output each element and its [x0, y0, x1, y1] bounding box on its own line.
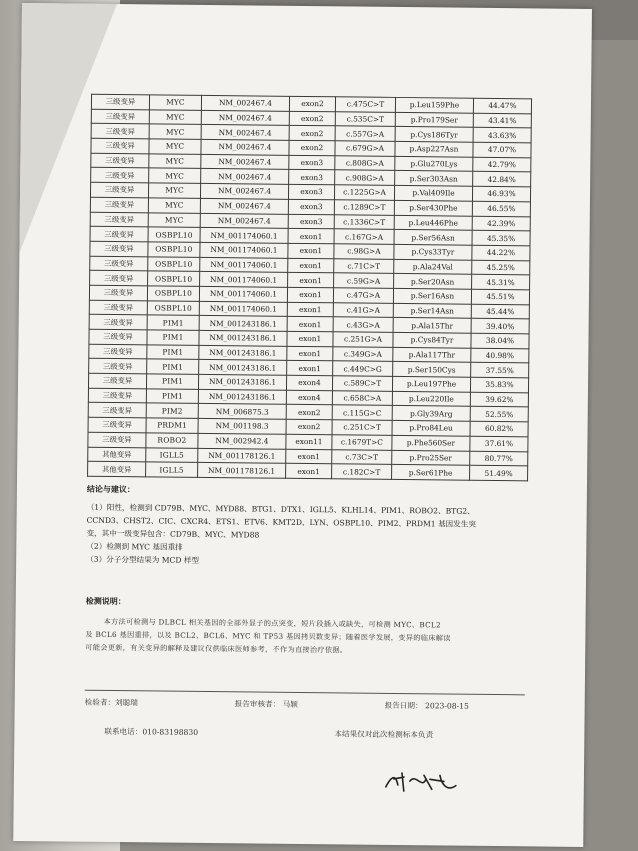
cell-protein: p.Ser14Asn: [393, 303, 471, 319]
cell-exon: exon11: [286, 434, 332, 449]
cell-exon: exon1: [287, 287, 333, 302]
cell-gene: PIM1: [147, 359, 199, 374]
cell-gene: ROBO2: [146, 433, 198, 448]
cell-protein: p.Cys186Tyr: [395, 127, 473, 143]
cell-protein: p.Ser430Phe: [394, 200, 472, 216]
cell-cdna: c.251C>T: [332, 420, 392, 435]
cell-freq: 51.49%: [470, 465, 528, 480]
cell-cdna: c.73C>T: [332, 449, 392, 464]
cell-transcript: NM_002467.4: [200, 198, 288, 214]
variant-table: [87, 94, 532, 481]
cell-protein: p.Glu270Lys: [395, 156, 473, 172]
cell-freq: 44.22%: [472, 245, 530, 260]
cell-protein: p.Gly39Arg: [392, 406, 470, 422]
cell-protein: p.Leu220Ile: [392, 391, 470, 407]
cell-gene: PIM2: [146, 403, 198, 418]
cell-cdna: c.808G>A: [335, 156, 395, 171]
cell-transcript: NM_001243186.1: [199, 316, 287, 332]
cell-protein: p.Pro84Leu: [392, 421, 470, 437]
cell-protein: p.Cys84Tyr: [393, 332, 471, 348]
cell-gene: OSBPL10: [148, 242, 200, 257]
cell-freq: 37.61%: [470, 436, 528, 451]
conclusion-title: 结论与建议：: [86, 483, 135, 495]
conclusion-item-3: （3）分子分型结果为 MCD 样型: [86, 554, 200, 565]
cell-freq: 44.47%: [473, 98, 531, 113]
cell-protein: p.Ala117Thr: [393, 347, 471, 363]
cell-gene: PIM1: [147, 315, 199, 330]
cell-freq: 42.79%: [473, 157, 531, 172]
cell-freq: 46.55%: [472, 201, 530, 216]
cell-gene: MYC: [149, 168, 201, 183]
cell-transcript: NM_001174060.1: [199, 286, 287, 302]
cell-gene: PIM1: [147, 330, 199, 345]
cell-freq: 40.98%: [471, 348, 529, 363]
cell-level: 三级变异: [90, 256, 148, 271]
cell-exon: exon1: [288, 243, 334, 258]
cell-gene: MYC: [149, 139, 201, 154]
cell-cdna: c.535C>T: [335, 111, 395, 126]
cell-protein: p.Ser150Cys: [393, 362, 471, 378]
cell-cdna: c.59G>A: [334, 273, 394, 288]
tester-label: 检验者：刘聪瑞: [84, 697, 138, 708]
cell-exon: exon2: [289, 96, 335, 111]
cell-exon: exon3: [288, 199, 334, 214]
cell-exon: exon3: [289, 170, 335, 185]
cell-level: 三级变异: [88, 388, 146, 403]
conclusion-item-1-line-2: CCND3、CHST2、CIC、CXCR4、ETS1、ETV6、KMT2D、LYN、OSBPL10、PIM2、PRDM1 基因发生突: [86, 515, 477, 529]
cell-transcript: NM_001243186.1: [198, 389, 286, 405]
cell-cdna: c.679G>A: [335, 141, 395, 156]
cell-transcript: NM_002942.4: [198, 433, 286, 449]
cell-freq: 39.40%: [471, 319, 529, 334]
cell-transcript: NM_006875.3: [198, 404, 286, 420]
cell-freq: 43.63%: [473, 128, 531, 143]
cell-transcript: NM_001174060.1: [200, 242, 288, 258]
cell-protein: p.Ser16Asn: [393, 288, 471, 304]
cell-transcript: NM_001178126.1: [198, 463, 286, 479]
cell-transcript: NM_001174060.1: [200, 228, 288, 244]
cell-cdna: c.251G>A: [333, 332, 393, 347]
cell-level: 三级变异: [90, 270, 148, 285]
cell-freq: 35.83%: [470, 377, 528, 392]
cell-gene: MYC: [149, 95, 201, 110]
cell-freq: 45.44%: [471, 304, 529, 319]
handwritten-signature: [382, 767, 462, 802]
cell-protein: p.Ala24Val: [394, 259, 472, 275]
cell-transcript: NM_001174060.1: [199, 301, 287, 317]
cell-freq: 47.07%: [473, 142, 531, 157]
cell-level: 三级变异: [89, 359, 147, 374]
cell-exon: exon1: [287, 346, 333, 361]
cell-gene: MYC: [148, 183, 200, 198]
cell-transcript: NM_002467.4: [201, 154, 289, 170]
cell-cdna: c.167G>A: [334, 229, 394, 244]
cell-gene: OSBPL10: [148, 256, 200, 271]
cell-gene: PIM1: [146, 374, 198, 389]
cell-freq: 45.35%: [472, 230, 530, 245]
cell-exon: exon2: [286, 419, 332, 434]
cell-level: 三级变异: [89, 329, 147, 344]
cell-cdna: c.1679T>C: [332, 435, 392, 450]
cell-protein: p.Ser20Asn: [394, 274, 472, 290]
cell-cdna: c.1225G>A: [334, 185, 394, 200]
cell-exon: exon2: [289, 140, 335, 155]
cell-exon: exon4: [286, 390, 332, 405]
cell-cdna: c.98G>A: [334, 244, 394, 259]
cell-transcript: NM_001243186.1: [199, 345, 287, 361]
cell-transcript: NM_001174060.1: [200, 272, 288, 288]
cell-protein: p.Ala15Thr: [393, 318, 471, 334]
cell-freq: 43.41%: [473, 113, 531, 128]
contact-row: [84, 726, 524, 742]
cell-freq: 60.82%: [470, 421, 528, 436]
cell-level: 三级变异: [91, 138, 149, 153]
cell-transcript: NM_002467.4: [201, 169, 289, 185]
cell-cdna: c.908G>A: [335, 170, 395, 185]
cell-level: 三级变异: [88, 403, 146, 418]
report-date: 报告日期： 2023-08-15: [384, 700, 469, 711]
cell-level: 三级变异: [89, 300, 147, 315]
cell-cdna: c.47G>A: [333, 288, 393, 303]
cell-level: 三级变异: [90, 212, 148, 227]
cell-gene: OSBPL10: [147, 300, 199, 315]
cell-exon: exon1: [288, 258, 334, 273]
cell-level: 三级变异: [91, 168, 149, 183]
cell-exon: exon2: [289, 126, 335, 141]
cell-freq: 37.55%: [471, 363, 529, 378]
cell-protein: p.Pro179Ser: [395, 112, 473, 128]
cell-protein: p.Leu446Phe: [394, 215, 472, 231]
cell-gene: OSBPL10: [148, 271, 200, 286]
method-title: 检测说明：: [85, 595, 126, 607]
cell-transcript: NM_001198.3: [198, 419, 286, 435]
conclusion-item-1-line-1: （1）阳性，检测到 CD79B、MYC、MYD88、BTG1、DTX1、IGLL5、KLHL14、PIM1、ROBO2、BTG2、: [86, 502, 475, 516]
conclusion-item-1-line-3: 变，其中一级变异包含：CD79B、MYC、MYD88: [86, 528, 260, 540]
cell-transcript: NM_002467.4: [201, 125, 289, 141]
cell-exon: exon3: [288, 184, 334, 199]
cell-gene: MYC: [149, 124, 201, 139]
cell-cdna: c.557G>A: [335, 126, 395, 141]
cell-exon: exon1: [286, 449, 332, 464]
method-line-2: 及 BCL6 基因重排，以及 BCL2、BCL6、MYC 和 TP53 基因拷贝数变异；随着医学发展，变异的临床解读: [85, 629, 451, 643]
cell-exon: exon3: [289, 155, 335, 170]
cell-transcript: NM_002467.4: [200, 213, 288, 229]
cell-freq: 45.25%: [472, 260, 530, 275]
cell-protein: p.Leu197Phe: [392, 376, 470, 392]
cell-exon: exon1: [288, 229, 334, 244]
cell-protein: p.Pro25Ser: [392, 450, 470, 466]
cell-cdna: c.449C>G: [333, 361, 393, 376]
cell-transcript: NM_001243186.1: [199, 330, 287, 346]
cell-freq: 46.93%: [472, 186, 530, 201]
cell-level: 三级变异: [90, 197, 148, 212]
method-line-3: 可能会更新，有关变异的解释及建议仅供临床医师参考，不作为直接治疗依据。: [85, 642, 348, 655]
cell-exon: exon1: [287, 302, 333, 317]
cell-protein: p.Ser303Asn: [395, 171, 473, 187]
cell-level: 三级变异: [90, 241, 148, 256]
cell-level: 三级变异: [88, 373, 146, 388]
cell-level: 三级变异: [88, 432, 146, 447]
cell-level: 其他变异: [88, 461, 146, 476]
cell-transcript: NM_002467.4: [201, 110, 289, 126]
cell-level: 三级变异: [91, 153, 149, 168]
signature-divider: [85, 690, 525, 696]
cell-transcript: NM_001243186.1: [198, 374, 286, 390]
cell-level: 三级变异: [89, 315, 147, 330]
method-body: [85, 615, 525, 659]
cell-exon: exon4: [286, 375, 332, 390]
cell-cdna: c.115G>C: [332, 405, 392, 420]
cell-freq: 42.84%: [473, 172, 531, 187]
disclaimer-note: 本结果仅对此次检测标本负责: [334, 729, 434, 740]
cell-cdna: c.43G>A: [333, 317, 393, 332]
cell-exon: exon1: [288, 273, 334, 288]
cell-cdna: c.475C>T: [335, 97, 395, 112]
cell-level: 三级变异: [89, 344, 147, 359]
cell-gene: MYC: [149, 110, 201, 125]
method-line-1: 本方法可检测与 DLBCL 相关基因的全部外显子的点突变，短片段插入或缺失，可检测 MYC、BCL2: [103, 616, 441, 630]
cell-freq: 42.39%: [472, 216, 530, 231]
cell-freq: 80.77%: [470, 451, 528, 466]
cell-transcript: NM_002467.4: [201, 139, 289, 155]
cell-gene: IGLL5: [146, 462, 198, 477]
cell-freq: 52.55%: [470, 407, 528, 422]
cell-exon: exon1: [287, 331, 333, 346]
cell-gene: PRDM1: [146, 418, 198, 433]
cell-cdna: c.41G>A: [333, 302, 393, 317]
cell-cdna: c.658C>A: [332, 391, 392, 406]
reviewer-label: 报告审核者： 马颖: [234, 699, 298, 709]
cell-cdna: c.349G>A: [333, 346, 393, 361]
cell-freq: 45.51%: [471, 289, 529, 304]
cell-level: 其他变异: [88, 447, 146, 462]
cell-exon: exon2: [289, 111, 335, 126]
cell-level: 三级变异: [91, 94, 149, 109]
cell-freq: 45.31%: [472, 274, 530, 289]
contact-phone: 联系电话：010-83198830: [104, 726, 199, 737]
cell-gene: MYC: [148, 212, 200, 227]
cell-protein: p.Asp227Asn: [395, 141, 473, 157]
cell-transcript: NM_002467.4: [201, 95, 289, 111]
report-content: [84, 94, 531, 741]
cell-exon: exon1: [287, 361, 333, 376]
cell-cdna: c.1289C>T: [334, 200, 394, 215]
cell-transcript: NM_002467.4: [200, 184, 288, 200]
cell-level: 三级变异: [91, 109, 149, 124]
cell-gene: OSBPL10: [148, 227, 200, 242]
cell-gene: IGLL5: [146, 447, 198, 462]
cell-protein: p.Ser56Asn: [394, 230, 472, 246]
cell-exon: exon3: [288, 214, 334, 229]
cell-gene: MYC: [149, 154, 201, 169]
cell-protein: p.Phe560Ser: [392, 435, 470, 451]
cell-transcript: NM_001178126.1: [198, 448, 286, 464]
cell-transcript: NM_001243186.1: [199, 360, 287, 376]
cell-protein: p.Leu159Phe: [395, 97, 473, 113]
cell-protein: p.Ser61Phe: [392, 465, 470, 481]
report-page: [13, 3, 592, 847]
cell-cdna: c.182C>T: [332, 464, 392, 479]
cell-gene: PIM1: [147, 345, 199, 360]
variant-table-body: [88, 94, 532, 480]
cell-level: 三级变异: [90, 226, 148, 241]
cell-exon: exon1: [286, 463, 332, 478]
cell-cdna: c.589C>T: [332, 376, 392, 391]
cell-cdna: c.1336C>T: [334, 214, 394, 229]
cell-freq: 38.04%: [471, 333, 529, 348]
cell-level: 三级变异: [88, 417, 146, 432]
cell-gene: PIM1: [146, 389, 198, 404]
cell-level: 三级变异: [89, 285, 147, 300]
cell-protein: p.Val409Ile: [394, 186, 472, 202]
cell-transcript: NM_001174060.1: [200, 257, 288, 273]
cell-gene: OSBPL10: [147, 286, 199, 301]
cell-cdna: c.71C>T: [334, 258, 394, 273]
cell-exon: exon1: [287, 317, 333, 332]
cell-level: 三级变异: [90, 182, 148, 197]
cell-exon: exon2: [286, 405, 332, 420]
cell-level: 三级变异: [91, 124, 149, 139]
cell-gene: MYC: [148, 198, 200, 213]
cell-protein: p.Cys33Tyr: [394, 244, 472, 260]
conclusion-item-2: （2）检测到 MYC 基因重排: [86, 541, 183, 552]
cell-freq: 39.62%: [470, 392, 528, 407]
signature-row: [85, 697, 525, 713]
